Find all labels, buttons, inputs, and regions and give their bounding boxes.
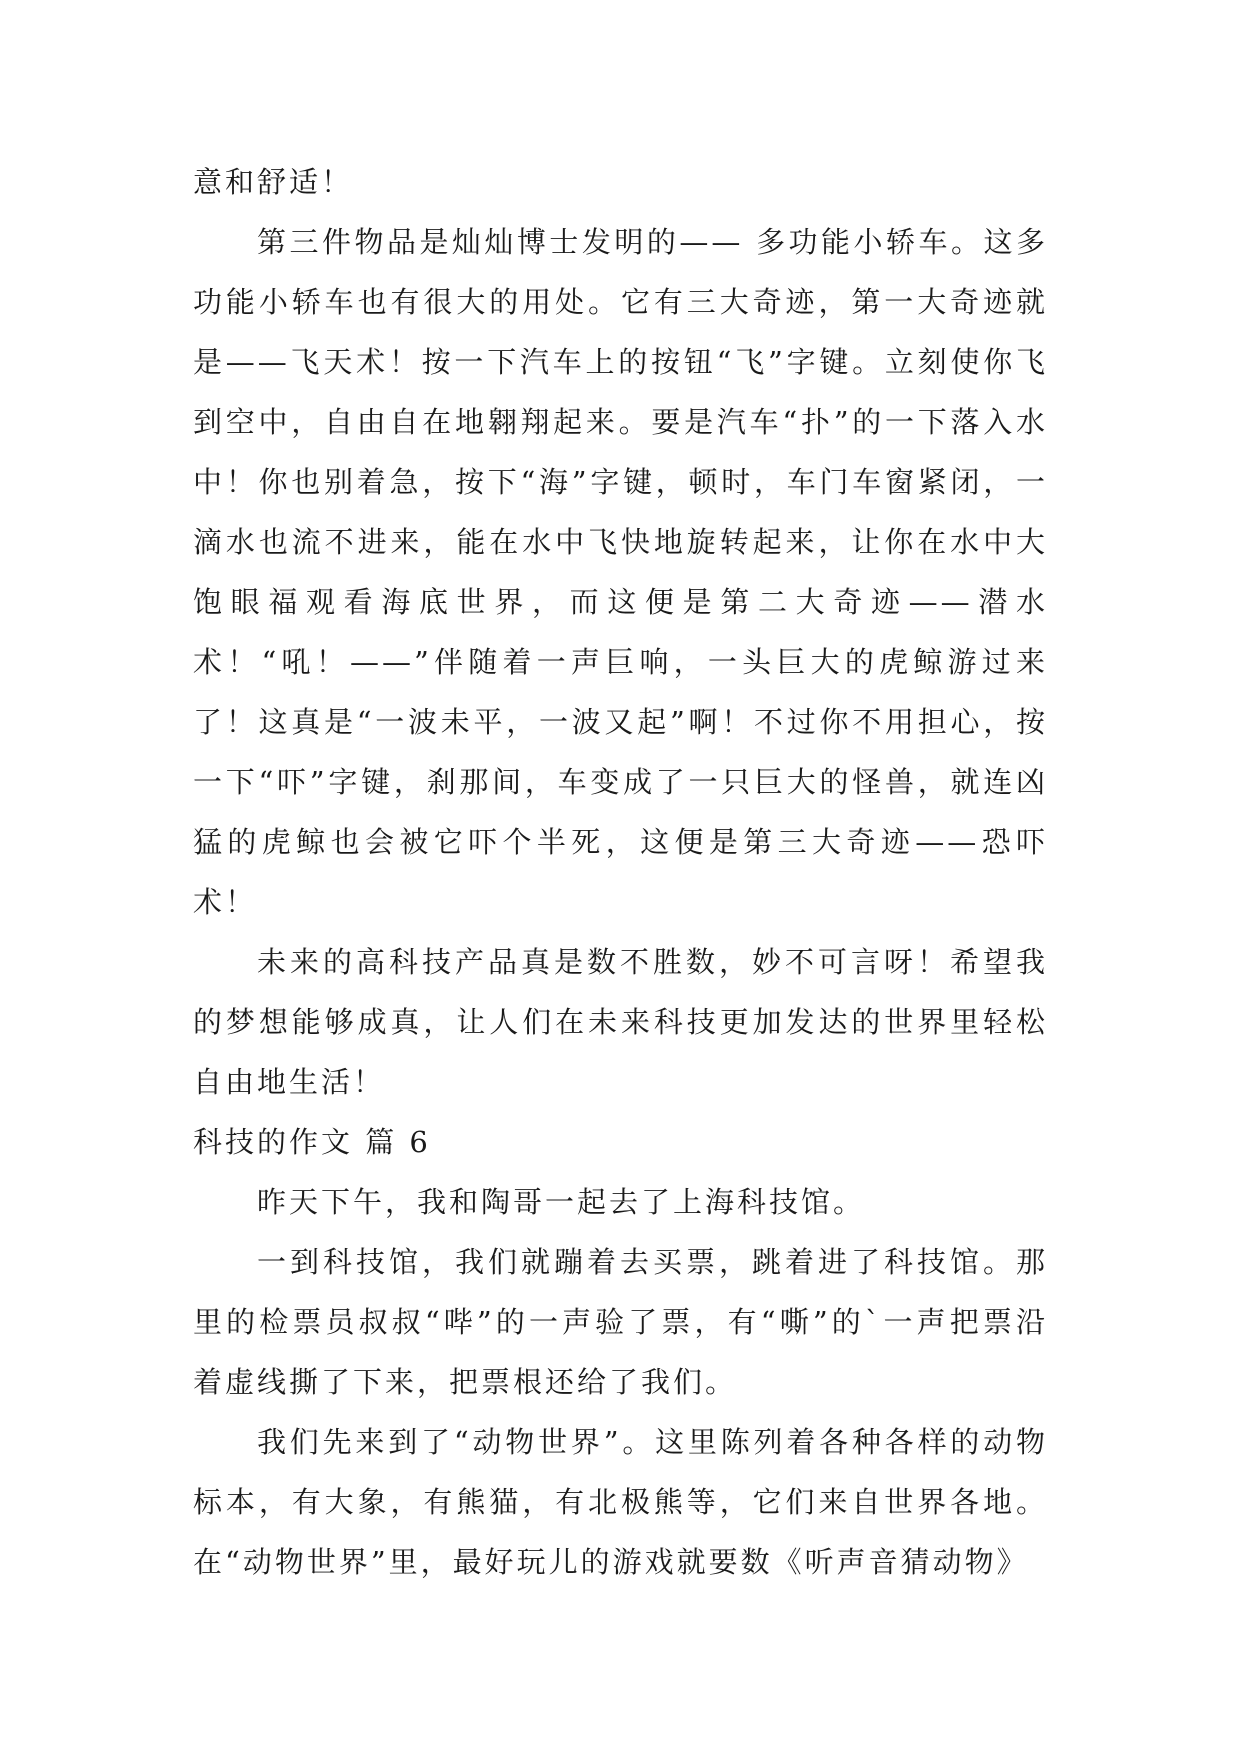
document-body: [193, 152, 1048, 1592]
paragraph-car-invention: 第三件物品是灿灿博士发明的—— 多功能小轿车。这多功能小轿车也有很大的用处。它有三大奇迹，第一大奇迹就是——飞天术！按一下汽车上的按钮“飞”字键。立刻使你飞到空中，自由自在地翱翔起来。要是汽车“扑”的一下落入水中！你也别着急，按下“海”字键，顿时，车门车窗紧闭，一滴水也流不进来，能在水中飞快地旋转起来，让你在水中大饱眼福观看海底世界，而这便是第二大奇迹——潜水术！“吼！——”伴随着一声巨响，一头巨大的虎鲸游过来了！这真是“一波未平，一波又起”啊！不过你不用担心，按一下“吓”字键，刹那间，车变成了一只巨大的怪兽，就连凶猛的虎鲸也会被它吓个半死，这便是第三大奇迹——恐吓术！: [193, 225, 1048, 919]
paragraph-animal-world: 我们先来到了“动物世界”。这里陈列着各种各样的动物标本，有大象，有熊猫，有北极熊等，它们来自世界各地。在“动物世界”里，最好玩儿的游戏就要数《听声音猜动物》: [193, 1425, 1048, 1579]
paragraph-ticket: 一到科技馆，我们就蹦着去买票，跳着进了科技馆。那里的检票员叔叔“哔”的一声验了票，有“嘶”的`一声把票沿着虚线撕了下来，把票根还给了我们。: [193, 1245, 1048, 1399]
paragraph-museum-intro: 昨天下午，我和陶哥一起去了上海科技馆。: [257, 1185, 866, 1219]
essay-heading: 科技的作文 篇 6: [193, 1125, 431, 1159]
paragraph-continuation: 意和舒适！: [193, 165, 354, 199]
paragraph-conclusion: 未来的高科技产品真是数不胜数，妙不可言呀！希望我的梦想能够成真，让人们在未来科技更加发达的世界里轻松自由地生活！: [193, 945, 1048, 1099]
